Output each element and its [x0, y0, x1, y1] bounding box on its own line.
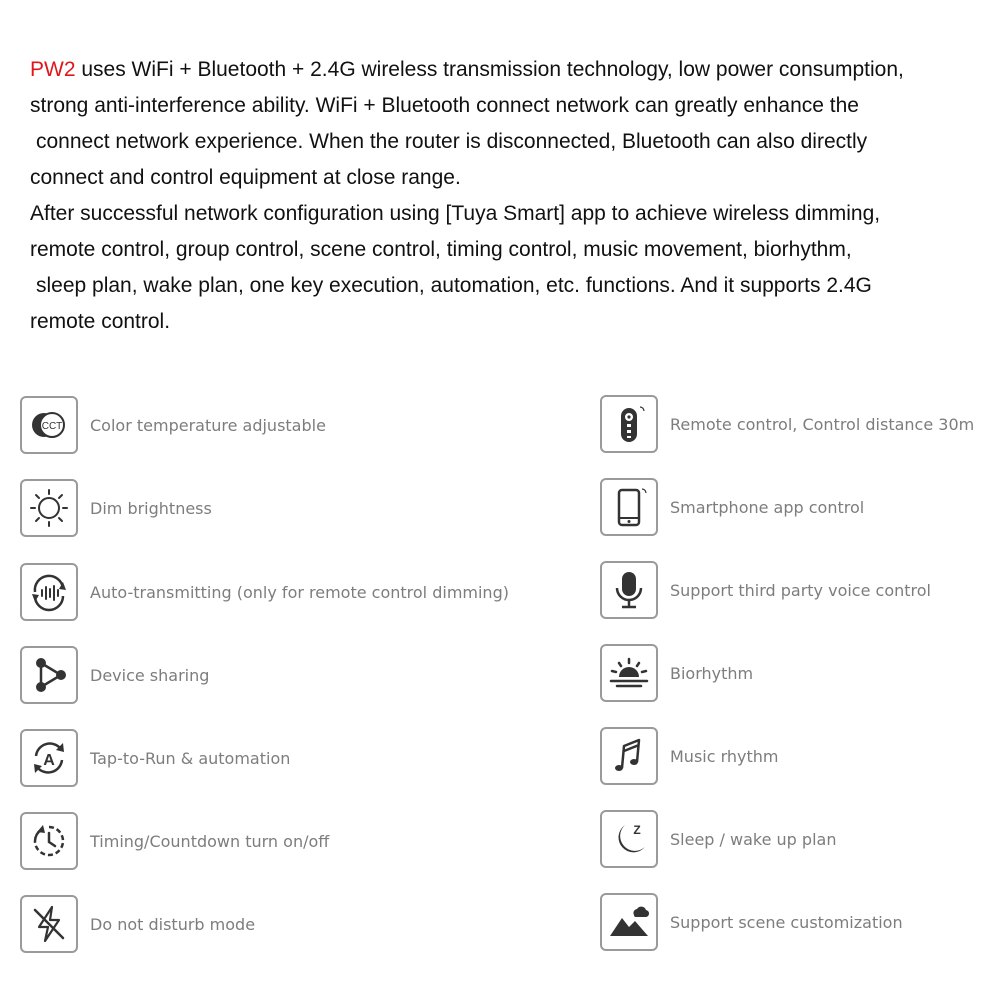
music-note-icon: [600, 727, 658, 785]
sun-brightness-icon: [20, 479, 78, 537]
moon-sleep-icon: [600, 810, 658, 868]
microphone-icon: [600, 561, 658, 619]
feature-label: Music rhythm: [670, 746, 779, 766]
feature-label: Biorhythm: [670, 663, 754, 683]
share-icon: [20, 646, 78, 704]
feature-label: Sleep / wake up plan: [670, 829, 837, 849]
feature-label: Smartphone app control: [670, 497, 865, 517]
feature-dim-brightness: [20, 477, 212, 539]
intro-paragraph: [30, 52, 992, 340]
smartphone-icon: [600, 478, 658, 536]
feature-biorhythm: [600, 642, 753, 704]
timer-icon: [20, 812, 78, 870]
feature-voice-control: [600, 559, 931, 621]
feature-do-not-disturb: [20, 893, 255, 955]
brand-name: PW2: [30, 58, 76, 81]
intro-line-5: After successful network configuration using [Tuya Smart] app to achieve wireless dimming,: [30, 202, 881, 225]
intro-line-6: remote control, group control, scene control, timing control, music movement, biorhythm,: [30, 238, 852, 261]
sunrise-icon: [600, 644, 658, 702]
svg-text:CCT: CCT: [41, 421, 63, 432]
intro-line-7: sleep plan, wake plan, one key execution, automation, etc. functions. And it supports 2.4G: [36, 274, 872, 297]
feature-label: Device sharing: [90, 665, 210, 685]
feature-remote-control: [600, 393, 974, 455]
feature-smartphone-app: [600, 476, 864, 538]
feature-scene-customization: [600, 891, 903, 953]
feature-timing-countdown: [20, 810, 329, 872]
feature-label: Tap-to-Run & automation: [90, 748, 291, 768]
intro-line-4: connect and control equipment at close range.: [30, 166, 461, 189]
feature-music-rhythm: [600, 725, 779, 787]
feature-label: Auto-transmitting (only for remote control dimming): [90, 582, 509, 602]
feature-label: Timing/Countdown turn on/off: [90, 831, 330, 851]
feature-tap-to-run: [20, 727, 290, 789]
auto-transmit-icon: [20, 563, 78, 621]
feature-label: Do not disturb mode: [90, 914, 256, 934]
tap-to-run-icon: [20, 729, 78, 787]
intro-line-1: PW2 uses WiFi + Bluetooth + 2.4G wireless transmission technology, low power consumption,: [30, 58, 904, 81]
remote-control-icon: [600, 395, 658, 453]
feature-label: Support third party voice control: [670, 580, 931, 600]
feature-sleep-wake: [600, 808, 836, 870]
feature-label: Remote control, Control distance 30m: [670, 414, 975, 434]
feature-label: Dim brightness: [90, 498, 212, 518]
landscape-icon: [600, 893, 658, 951]
svg-text:A: A: [43, 752, 55, 769]
feature-color-temperature: [20, 394, 326, 456]
intro-line-2: strong anti-interference ability. WiFi + Bluetooth connect network can greatly enhance the: [30, 94, 859, 117]
do-not-disturb-icon: [20, 895, 78, 953]
feature-auto-transmitting: [20, 561, 509, 623]
cct-icon: [20, 396, 78, 454]
feature-label: Support scene customization: [670, 912, 903, 932]
feature-label: Color temperature adjustable: [90, 415, 326, 435]
svg-text:Z: Z: [633, 823, 641, 837]
intro-line-8: remote control.: [30, 310, 171, 333]
intro-line-3: connect network experience. When the router is disconnected, Bluetooth can also directly: [36, 130, 868, 153]
feature-device-sharing: [20, 644, 209, 706]
